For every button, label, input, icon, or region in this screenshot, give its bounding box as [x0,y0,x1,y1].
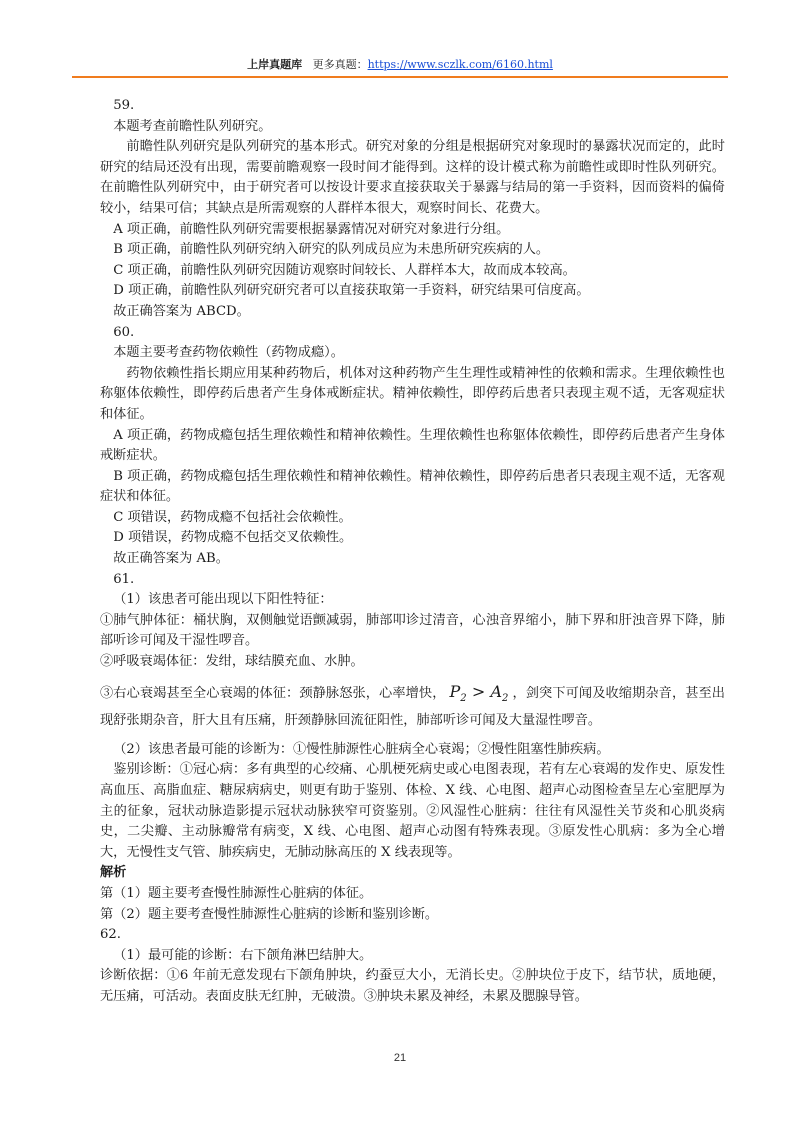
q59-topic: 本题考查前瞻性队列研究。 [113,118,272,134]
formula-p: P [449,681,461,701]
analysis-heading: 解析 [100,865,127,881]
q59-option-d: D 项正确，前瞻性队列研究研究者可以直接获取第一手资料，研究结果可信度高。 [113,283,590,299]
q61-part1-emphysema: ①肺气肿体征：桶状胸，双侧触觉语颤减弱，肺部叩诊过清音，心浊音界缩小，肺下界和肝浊音界下降，肺部听诊可闻及干湿性啰音。 [100,612,725,649]
q61-hf-text-pre: ③右心衰竭甚至全心衰竭的体征：颈静脉怒张，心率增快， [100,685,446,701]
question-61-number: 61. [113,571,135,587]
q60-topic: 本题主要考查药物依赖性（药物成瘾）。 [113,345,344,361]
formula-a: A [490,681,502,701]
analysis-line-2: 第（2）题主要考查慢性肺源性心脏病的诊断和鉴别诊断。 [100,906,439,922]
q61-differential: 鉴别诊断：①冠心病：多有典型的心绞痛、心肌梗死病史或心电图表现，若有左心衰竭的发作史、原发性高血压、高脂血症、糖尿病病史，则更有助于鉴别、体检、X 线、心电图、超声心动图检查呈左心室肥厚为主的征象，冠状动脉造影提示冠状动脉狭窄可资鉴别。②风湿性心脏病：往往有风湿性关节炎和心肌炎病史，二尖瓣、主动脉瓣常有病变，X 线、心电图、超声心动图有特殊表现。③原发性心肌病：多为全心增大，无慢性支气管、肺疾病史，无肺动脉高压的 X 线表现等。 [100,762,725,860]
q59-option-a: A 项正确，前瞻性队列研究需要根据暴露情况对研究对象进行分组。 [113,221,510,237]
q59-option-c: C 项正确，前瞻性队列研究因随访观察时间较长、人群样本大，故而成本较高。 [113,262,576,278]
q61-part1-heart-failure [100,681,725,732]
q61-hf-text-post: ，剑突下可闻及收缩期杂音，甚至出现舒张期杂音，肝大且有压痛，肝颈静脉回流征阳性，肺部听诊可闻及大量湿性啰音。 [100,685,725,728]
header-divider [72,76,728,78]
question-60-number: 60. [113,324,135,340]
page-number: 21 [393,1052,407,1064]
question-62-number: 62. [100,927,121,943]
question-59-number: 59. [113,98,135,113]
header-more-label: 更多真题： [312,58,368,71]
q61-part2: （2）该患者最可能的诊断为：①慢性肺源性心脏病全心衰竭；②慢性阻塞性肺疾病。 [113,741,610,757]
formula-p-sub: 2 [460,692,467,704]
q62-part1: （1）最可能的诊断：右下颌角淋巴结肿大。 [113,947,373,963]
q59-option-b: B 项正确，前瞻性队列研究纳入研究的队列成员应为未患所研究疾病的人。 [113,242,550,258]
q61-part1-respiratory: ②呼吸衰竭体征：发绀，球结膜充血、水肿。 [100,654,364,670]
q61-part1: （1）该患者可能出现以下阳性特征： [113,592,333,608]
formula-op: > [471,681,486,701]
formula-p2-gt-a2 [446,681,513,704]
analysis-line-1: 第（1）题主要考查慢性肺源性心脏病的体征。 [100,885,373,901]
q60-option-c: C 项错误，药物成瘾不包括社会依赖性。 [113,509,352,525]
header-url-link[interactable]: https://www.sczlk.com/6160.html [367,58,553,71]
q60-explanation: 药物依赖性指长期应用某种药物后，机体对这种药物产生生理性或精神性的依赖和需求。生理依赖性也称躯体依赖性，即停药后患者产生身体戒断症状。精神依赖性，即停药后患者只表现主观不适，无客观症状和体征。 [100,365,725,422]
page-header [0,57,800,73]
q60-option-a: A 项正确，药物成瘾包括生理依赖性和精神依赖性。生理依赖性也称躯体依赖性，即停药后患者产生身体戒断症状。 [100,427,725,464]
formula-a-sub: 2 [502,692,509,704]
document-body [100,96,725,1008]
q60-option-d: D 项错误，药物成瘾不包括交叉依赖性。 [113,530,353,546]
q59-explanation: 前瞻性队列研究是队列研究的基本形式。研究对象的分组是根据研究对象现时的暴露状况而定的，此时研究的结局还没有出现，需要前瞻观察一段时间才能得到。这样的设计模式称为前瞻性或即时性队列研究。在前瞻性队列研究中，由于研究者可以按设计要求直接获取关于暴露与结局的第一手资料，因而资料的偏倚较小，结果可信；其缺点是所需观察的人群样本很大，观察时间长、花费大。 [100,139,725,216]
q62-basis: 诊断依据：①6 年前无意发现右下颌角肿块，约蚕豆大小，无消长史。②肿块位于皮下，结节状，质地硬，无压痛，可活动。表面皮肤无红肿，无破溃。③肿块未累及神经，未累及腮腺导管。 [100,968,725,1004]
q60-answer: 故正确答案为 AB。 [113,551,229,567]
header-site-name: 上岸真题库 [247,58,303,71]
q60-option-b: B 项正确，药物成瘾包括生理依赖性和精神依赖性。精神依赖性，即停药后患者只表现主观不适，无客观症状和体征。 [100,468,725,505]
q59-answer: 故正确答案为 ABCD。 [113,303,250,319]
